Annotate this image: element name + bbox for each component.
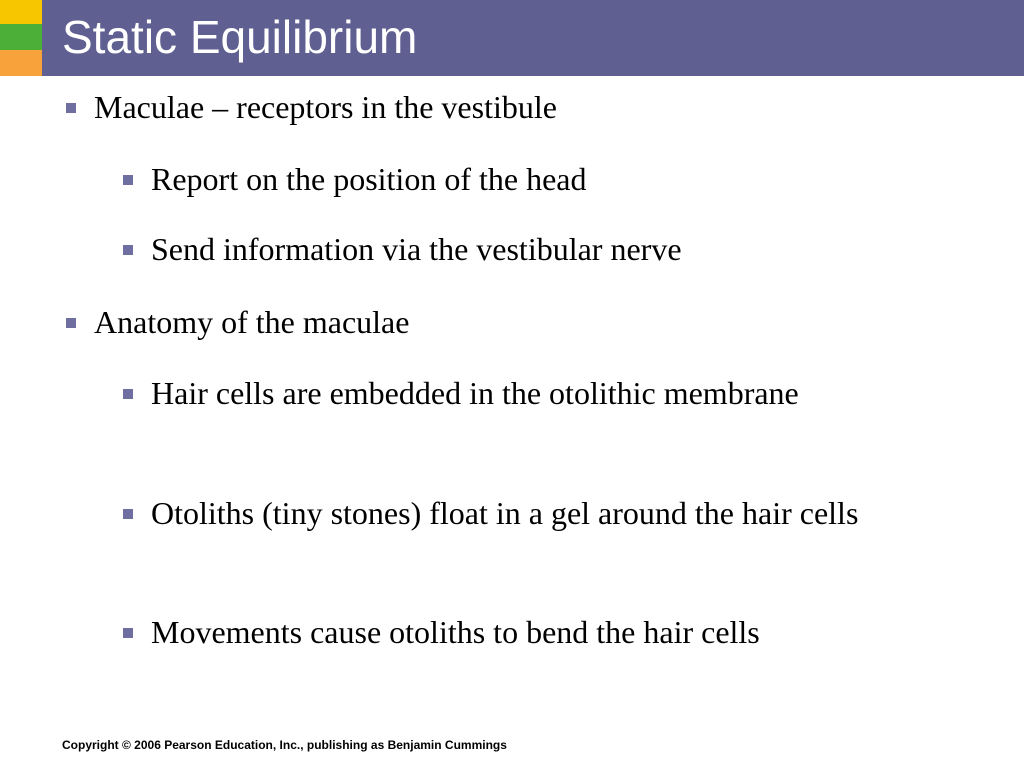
bullet-text: Anatomy of the maculae [94, 304, 410, 340]
bullet-square-icon [123, 628, 133, 638]
accent-green-block [0, 24, 42, 50]
bullet-square-icon [123, 175, 133, 185]
accent-yellow-block [0, 0, 42, 24]
sub-bullet-item [151, 370, 831, 417]
accent-orange-block [0, 50, 42, 76]
copyright-footer: Copyright © 2006 Pearson Education, Inc., publishing as Benjamin Cummings [62, 738, 507, 752]
bullet-square-icon [66, 103, 76, 113]
bullet-item [94, 84, 974, 131]
sub-bullet-item [151, 609, 971, 656]
bullet-square-icon [123, 389, 133, 399]
bullet-text: Maculae – receptors in the vestibule [94, 89, 557, 125]
slide-title: Static Equilibrium [62, 11, 418, 63]
bullet-text: Send information via the vestibular nerve [151, 231, 682, 267]
sub-bullet-item [151, 226, 931, 273]
sub-bullet-item [151, 490, 911, 537]
bullet-text: Movements cause otoliths to bend the hair cells [151, 614, 760, 650]
bullet-text: Otoliths (tiny stones) float in a gel around the hair cells [151, 495, 859, 531]
bullet-square-icon [123, 509, 133, 519]
bullet-square-icon [66, 318, 76, 328]
bullet-text: Report on the position of the head [151, 161, 587, 197]
bullet-item [94, 299, 974, 346]
bullet-square-icon [123, 245, 133, 255]
sub-bullet-item [151, 156, 931, 203]
bullet-text: Hair cells are embedded in the otolithic membrane [151, 375, 799, 411]
